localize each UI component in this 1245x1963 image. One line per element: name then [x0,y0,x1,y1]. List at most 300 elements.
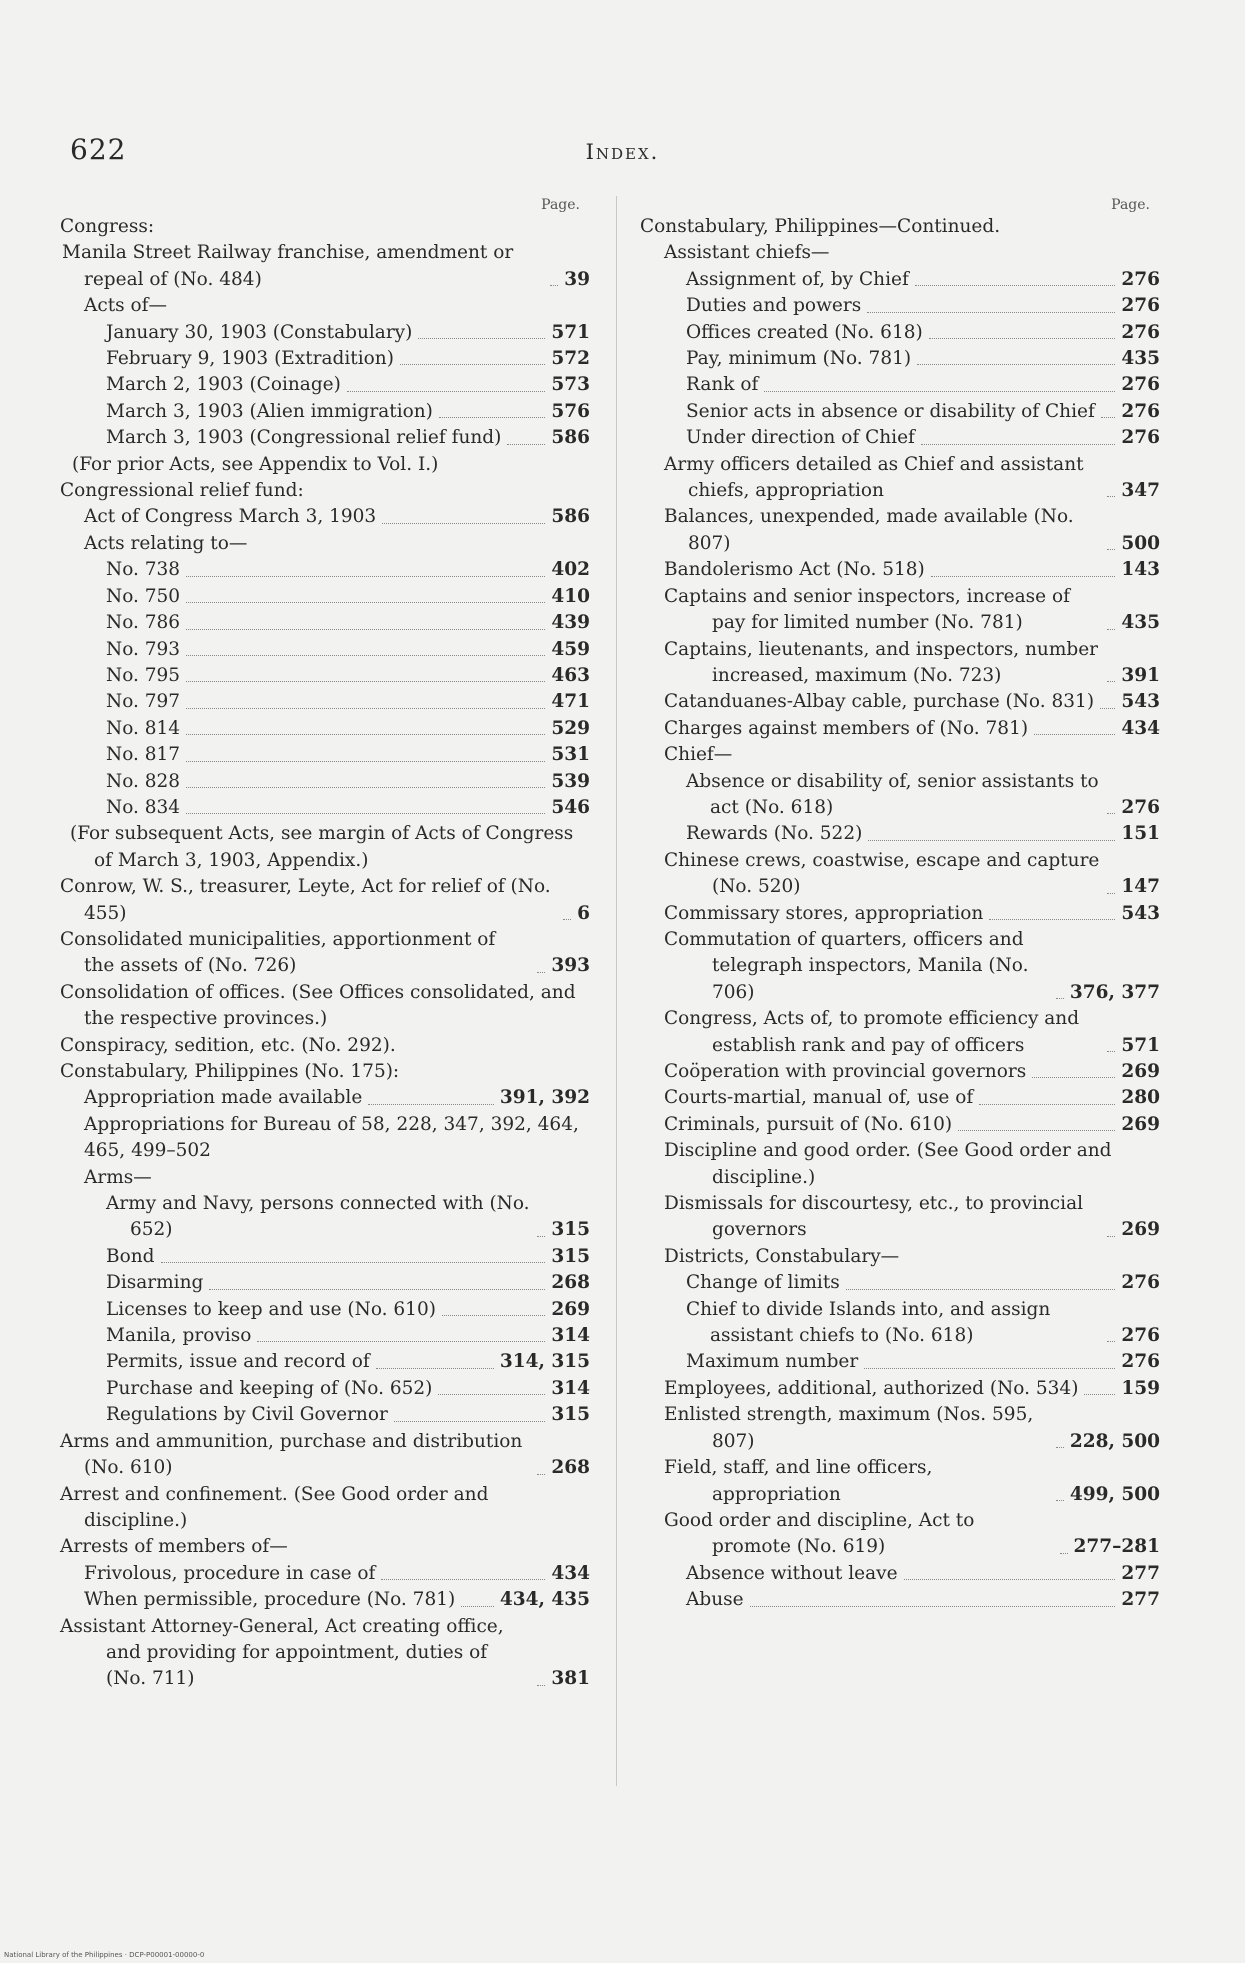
index-column-right [640,196,1160,1614]
index-entry [640,320,1160,346]
index-entry-text: Commissary stores, appropriation [664,902,984,924]
index-entry [60,795,590,821]
index-entry-text: Manila, proviso [106,1325,252,1347]
index-entry [60,1165,590,1191]
dot-leader [186,787,545,788]
footer-credit: National Library of the Philippines · DCP-P00001-00000-0 [4,1951,205,1959]
index-entry [640,346,1160,372]
index-entry-page: 269 [1121,1219,1160,1241]
dot-leader [442,1315,545,1316]
index-entry [60,1033,590,1059]
dot-leader [461,1606,494,1607]
index-entry-text: Conspiracy, sedition, etc. (No. 292). [60,1034,396,1056]
index-entry [60,557,590,583]
dot-leader [381,1579,545,1580]
index-entry [60,716,590,742]
dot-leader [1107,496,1115,497]
index-entry-page: 586 [551,506,590,528]
index-entry-text: Good order and discipline, Act to promote (No. 619) [664,1509,975,1558]
dot-leader [257,1341,545,1342]
index-entry-text: Enlisted strength, maximum (Nos. 595, 807) [664,1404,1034,1452]
index-entry-text: Duties and powers [686,295,862,317]
index-entry [640,742,1160,768]
index-entry [640,821,1160,847]
index-entry-page: 314, 315 [499,1351,590,1373]
dot-leader [846,1289,1116,1290]
index-entry [60,927,590,980]
index-entry-text: Disarming [106,1272,204,1294]
index-entry-text: No. 786 [106,612,181,634]
index-entry-page: 573 [551,374,590,396]
index-entry [60,504,590,530]
index-entry-text: No. 793 [106,638,181,660]
index-entry-text: Criminals, pursuit of (No. 610) [664,1113,953,1135]
index-entry-text: Permits, issue and record of [106,1351,370,1373]
index-entry-text: Consolidation of offices. (See Offices consolidated, and the respective provinces.) [60,981,576,1030]
index-entry [60,874,590,927]
index-entry-text: Pay, minimum (No. 781) [686,348,912,370]
index-entry-text: Abuse [686,1589,744,1611]
dot-leader [537,972,545,973]
index-entry [60,821,590,874]
dot-leader [186,655,545,656]
index-entry-text: Commutation of quarters, officers and telegraph inspectors, Manila (No. 706) [664,928,1029,1003]
index-entry-text: No. 797 [106,691,181,713]
dot-leader [979,1104,1115,1105]
index-entry-page: 276 [1121,1351,1160,1373]
index-entry-text: February 9, 1903 (Extradition) [106,348,394,370]
index-entry-page: 347 [1121,480,1160,502]
dot-leader [1056,1500,1064,1501]
index-entry-page: 393 [551,955,590,977]
dot-leader [958,1130,1115,1131]
index-entry-page: 276 [1121,1325,1160,1347]
index-entry-page: 39 [564,268,590,290]
dot-leader [989,919,1115,920]
index-entry-text: Absence or disability of, senior assistants to act (No. 618) [686,770,1099,818]
index-entry-page: 276 [1121,321,1160,343]
index-entry-page: 529 [551,717,590,739]
index-entry-text: Army officers detailed as Chief and assistant chiefs, appropriation [664,453,1084,502]
index-entry-text: Courts-martial, manual of, use of [664,1087,974,1109]
index-entry [640,399,1160,425]
index-entry-page: 276 [1121,268,1160,290]
index-entry-text: Conrow, W. S., treasurer, Leyte, Act for relief of (No. 455) [60,876,551,924]
dot-leader [186,734,545,735]
index-entry [60,1191,590,1244]
dot-leader [507,444,545,445]
index-entry-page: 276 [1121,295,1160,317]
index-entry-page: 434 [551,1562,590,1584]
index-entry [640,452,1160,505]
index-entry [640,1244,1160,1270]
index-entry-text: Arrests of members of— [60,1536,288,1558]
index-entry-page: 269 [1121,1113,1160,1135]
index-entry-text: Assignment of, by Chief [686,268,909,290]
index-entry-text: Maximum number [686,1351,859,1373]
index-entry-page: 276 [1121,427,1160,449]
dot-leader [1056,1447,1064,1448]
index-entry-page: 268 [551,1272,590,1294]
index-entry [60,610,590,636]
index-entry [60,452,590,478]
dot-leader [921,444,1116,445]
index-entry-page: 228, 500 [1069,1430,1160,1452]
dot-leader [1084,1394,1115,1395]
index-entry [60,1297,590,1323]
index-entry [640,716,1160,742]
page-column-label: Page. [1111,197,1150,213]
index-entry-page: 391 [1121,664,1160,686]
dot-leader [537,1474,545,1475]
index-entry-text: Charges against members of (No. 781) [664,717,1029,739]
dot-leader [764,391,1115,392]
index-entry [640,1349,1160,1375]
dot-leader [418,338,545,339]
index-entry-page: 410 [551,585,590,607]
index-entry-text: Constabulary, Philippines (No. 175): [60,1061,400,1082]
index-entry-page: 276 [1121,1272,1160,1294]
dot-leader [750,1606,1116,1607]
dot-leader [1101,417,1116,418]
index-entry-text: Catanduanes-Albay cable, purchase (No. 831) [664,691,1095,713]
dot-leader [186,576,545,577]
index-entry [60,1614,590,1693]
dot-leader [382,523,545,524]
index-entry-page: 376, 377 [1069,981,1160,1003]
dot-leader [917,364,1115,365]
index-entry-page: 546 [551,796,590,818]
dot-leader [1107,1236,1115,1237]
index-entry [640,1006,1160,1059]
index-entry-page: 277 [1121,1589,1160,1611]
index-entry-text: Regulations by Civil Governor [106,1404,388,1426]
index-entry-text: Acts relating to— [84,532,248,554]
dot-leader [186,602,545,603]
index-entry-text: Senior acts in absence or disability of Chief [686,400,1095,422]
index-entry-text: (For prior Acts, see Appendix to Vol. I.) [72,453,439,475]
index-entry-page: 463 [551,664,590,686]
index-entry-page: 277 [1121,1562,1160,1584]
index-entry-text: Congress, Acts of, to promote efficiency and establish rank and pay of officers [664,1008,1080,1056]
index-entry [60,240,590,293]
index-entry [640,1508,1160,1561]
dot-leader [186,708,545,709]
index-entry-page: 471 [551,691,590,713]
index-entry-text: January 30, 1903 (Constabulary) [106,321,413,343]
index-entry-text: Captains and senior inspectors, increase of pay for limited number (No. 781) [664,585,1070,634]
index-entry-text: March 3, 1903 (Congressional relief fund) [106,427,502,449]
index-entry [640,1455,1160,1508]
index-entry-page: 435 [1121,348,1160,370]
index-entry-text: Under direction of Chief [686,427,915,449]
index-entry [60,742,590,768]
index-entry [60,1587,590,1613]
index-entry [60,980,590,1033]
index-entry-page: 459 [551,638,590,660]
index-entry-text: When permissible, procedure (No. 781) [84,1589,456,1611]
index-entry [60,214,590,240]
index-entry-text: Licenses to keep and use (No. 610) [106,1298,436,1320]
dot-leader [1056,998,1064,999]
dot-leader [161,1262,546,1263]
index-entry-text: (For subsequent Acts, see margin of Acts of Congress of March 3, 1903, Appendix.) [70,823,574,871]
index-entry [640,769,1160,822]
index-entry-text: Balances, unexpended, made available (No. 807) [664,506,1074,554]
index-entry-page: 543 [1121,902,1160,924]
page-number: 622 [70,133,127,166]
index-entry-page: 276 [1121,796,1160,818]
index-entry-text: Captains, lieutenants, and inspectors, number increased, maximum (No. 723) [664,638,1099,686]
index-entry-page: 572 [551,348,590,370]
index-entry-text: Coöperation with provincial governors [664,1061,1027,1082]
index-entry-text: No. 817 [106,744,181,766]
dot-leader [394,1421,546,1422]
index-entry [60,769,590,795]
index-entry-text: No. 834 [106,796,181,818]
index-entry [60,1085,590,1111]
dot-leader [1032,1077,1115,1078]
index-entry [640,689,1160,715]
dot-leader [439,417,545,418]
dot-leader [1107,893,1115,894]
index-entry-text: Act of Congress March 3, 1903 [84,506,377,528]
index-entry-text: Congressional relief fund: [60,480,304,502]
index-entry-text: Bandolerismo Act (No. 518) [664,559,925,581]
index-entry [60,1561,590,1587]
dot-leader [929,338,1116,339]
dot-leader [550,285,558,286]
index-entry-text: Chief— [664,744,733,766]
index-entry-page: 571 [1121,1034,1160,1056]
index-entry-text: Offices created (No. 618) [686,321,923,343]
index-entry [60,637,590,663]
index-entry-page: 391, 392 [499,1087,590,1109]
index-entry [60,372,590,398]
index-entry [60,1402,590,1428]
index-entry-text: Appropriation made available [84,1087,363,1109]
index-entry [640,1138,1160,1191]
index-entry-text: Assistant chiefs— [664,242,830,264]
index-entry [60,399,590,425]
index-entry-text: Frivolous, procedure in case of [84,1562,376,1584]
index-entry-page: 276 [1121,400,1160,422]
index-entry [60,1323,590,1349]
index-entry-text: Purchase and keeping of (No. 652) [106,1377,433,1399]
running-head: Index. [585,140,660,164]
index-entry [60,425,590,451]
index-entry [640,1059,1160,1085]
index-entry-page: 571 [551,321,590,343]
dot-leader [537,1685,545,1686]
index-entry-text: Arrest and confinement. (See Good order and discipline.) [60,1483,489,1531]
index-entry [640,240,1160,266]
index-entry [640,214,1160,240]
index-entry-text: Rewards (No. 522) [686,823,863,845]
dot-leader [368,1104,494,1105]
index-entry-page: 151 [1121,823,1160,845]
index-entry [640,1191,1160,1244]
dot-leader [1107,1051,1115,1052]
index-entry-page: 576 [551,400,590,422]
index-entry-page: 6 [577,902,590,924]
index-entry [640,1085,1160,1111]
dot-leader [347,391,546,392]
dot-leader [563,919,571,920]
dot-leader [376,1368,494,1369]
dot-leader [186,813,545,814]
index-entry-page: 543 [1121,691,1160,713]
index-entry-page: 268 [551,1457,590,1479]
index-entry-page: 159 [1121,1377,1160,1399]
index-entry [640,584,1160,637]
index-entry-text: Congress: [60,216,155,237]
index-entry-text: Change of limits [686,1272,840,1294]
index-entry-page: 314 [551,1377,590,1399]
index-entry-list [640,214,1160,1614]
index-entry-text: Arms— [84,1166,152,1188]
index-entry-page: 269 [1121,1061,1160,1082]
dot-leader [904,1579,1116,1580]
index-entry [60,1482,590,1535]
column-divider [616,196,617,1786]
dot-leader [1100,708,1115,709]
dot-leader [915,285,1116,286]
index-entry-text: Arms and ammunition, purchase and distribution (No. 610) [60,1430,523,1479]
index-entry-text: Districts, Constabulary— [664,1245,900,1267]
page-column-label: Page. [541,197,580,213]
index-entry [640,504,1160,557]
index-entry-text: Army and Navy, persons connected with (No. 652) [106,1193,530,1241]
index-entry-page: 500 [1121,532,1160,554]
index-entry [640,927,1160,1006]
index-entry-page: 439 [551,612,590,634]
index-entry [640,293,1160,319]
index-entry-text: No. 814 [106,717,181,739]
index-entry-text: Consolidated municipalities, apportionment of the assets of (No. 726) [60,928,496,977]
index-entry-page: 315 [551,1245,590,1267]
index-entry-text: Employees, additional, authorized (No. 534) [664,1377,1079,1399]
dot-leader [186,761,545,762]
index-entry-page: 269 [551,1298,590,1320]
index-entry [60,1376,590,1402]
index-entry-text: Manila Street Railway franchise, amendment or repeal of (No. 484) [62,242,514,290]
index-entry-page: 434, 435 [499,1589,590,1611]
index-entry-text: March 2, 1903 (Coinage) [106,374,341,396]
index-entry-text: Rank of [686,374,759,396]
index-entry-text: Field, staff, and line officers, appropriation [664,1457,933,1505]
index-entry [640,848,1160,901]
index-entry-page: 402 [551,559,590,581]
index-entry [60,1059,590,1085]
index-entry-text: Dismissals for discourtesy, etc., to provincial governors [664,1193,1084,1241]
index-entry [60,1349,590,1375]
index-entry-page: 276 [1121,374,1160,396]
dot-leader [864,1368,1115,1369]
index-entry [60,320,590,346]
index-entry [60,1112,590,1165]
index-entry-text: Absence without leave [686,1562,898,1584]
index-entry [640,1297,1160,1350]
dot-leader [1034,734,1115,735]
index-entry-text: No. 795 [106,664,181,686]
index-entry [640,1402,1160,1455]
dot-leader [868,840,1115,841]
index-entry-page: 586 [551,427,590,449]
index-entry-page: 314 [551,1325,590,1347]
index-column-left [60,196,590,1693]
index-entry [60,531,590,557]
index-entry [60,1534,590,1560]
index-entry-page: 147 [1121,876,1160,898]
index-entry [60,689,590,715]
index-entry-text: Chief to divide Islands into, and assign assistant chiefs to (No. 618) [686,1298,1051,1347]
index-entry-text: Acts of— [84,295,168,317]
dot-leader [1107,549,1115,550]
dot-leader [537,1236,545,1237]
dot-leader [1107,681,1115,682]
index-entry-text: Discipline and good order. (See Good order and discipline.) [664,1140,1112,1188]
index-entry-text: Chinese crews, coastwise, escape and capture (No. 520) [664,849,1100,898]
index-entry-text: March 3, 1903 (Alien immigration) [106,400,433,422]
index-entry [640,1270,1160,1296]
dot-leader [867,312,1115,313]
dot-leader [400,364,545,365]
dot-leader [931,576,1116,577]
index-entry [640,1112,1160,1138]
dot-leader [1107,629,1115,630]
index-entry [640,1561,1160,1587]
index-entry-page: 499, 500 [1069,1483,1160,1505]
index-entry-text: No. 750 [106,585,181,607]
index-entry-page: 280 [1121,1087,1160,1109]
index-entry [640,267,1160,293]
index-entry-page: 315 [551,1219,590,1241]
dot-leader [1060,1553,1068,1554]
index-entry-page: 539 [551,770,590,792]
index-entry-text: No. 828 [106,770,181,792]
index-entry-page: 277–281 [1073,1536,1160,1558]
index-entry [640,901,1160,927]
index-entry-page: 143 [1121,559,1160,581]
index-entry [640,1376,1160,1402]
index-entry [60,478,590,504]
index-entry [60,293,590,319]
dot-leader [1107,813,1115,814]
index-entry [640,637,1160,690]
index-entry [60,584,590,610]
index-entry [60,1429,590,1482]
index-entry-text: Constabulary, Philippines—Continued. [640,216,1001,237]
index-entry-text: Appropriations for Bureau of 58, 228, 347, 392, 464, 465, 499–502 [84,1113,579,1162]
dot-leader [209,1289,545,1290]
dot-leader [186,629,545,630]
index-entry-page: 381 [551,1668,590,1690]
index-entry-list [60,214,590,1693]
index-entry-page: 315 [551,1404,590,1426]
index-entry-text: Bond [106,1245,155,1267]
index-entry [640,372,1160,398]
index-entry-page: 435 [1121,612,1160,634]
index-entry-page: 434 [1121,717,1160,739]
index-entry [640,557,1160,583]
index-entry-page: 531 [551,744,590,766]
index-entry [640,1587,1160,1613]
dot-leader [438,1394,545,1395]
index-entry [60,663,590,689]
index-entry [640,425,1160,451]
index-entry [60,1270,590,1296]
